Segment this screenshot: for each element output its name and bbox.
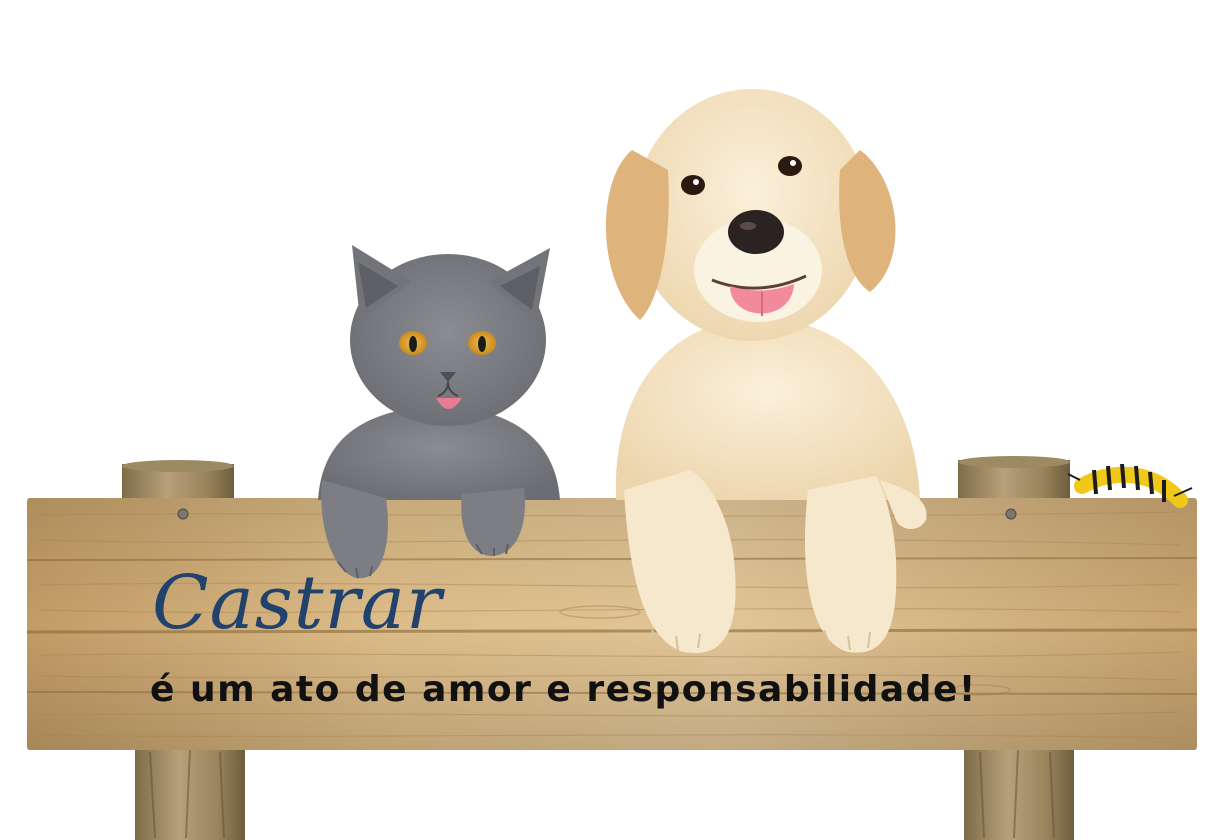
wooden-sign bbox=[27, 498, 1197, 750]
sign-headline: Castrar bbox=[152, 560, 443, 646]
sign-tagline: é um ato de amor e responsabilidade! bbox=[150, 669, 977, 710]
caterpillar bbox=[1068, 464, 1192, 502]
